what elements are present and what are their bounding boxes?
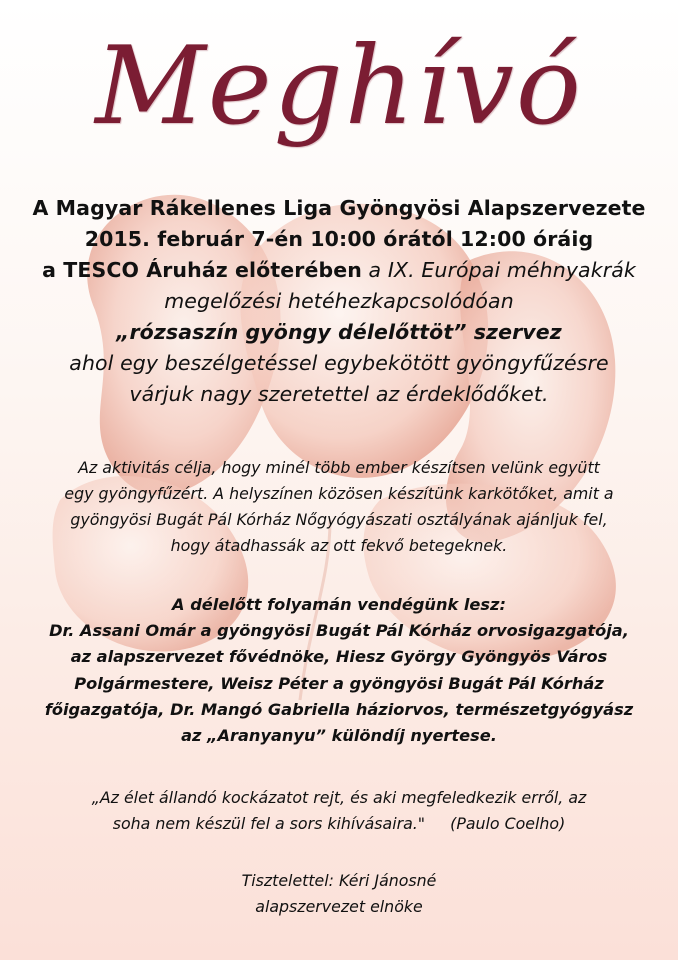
welcome-line: várjuk nagy szeretettel az érdeklődőket. [129,382,549,406]
purpose-line-3: gyöngyösi Bugát Pál Kórház Nőgyógyászati osztályának ajánljuk fel, [70,510,608,529]
location-rest: a IX. Európai méhnyakrák [361,258,636,282]
activity-line: ahol egy beszélgetéssel egybekötött gyöngyfűzésre [69,351,609,375]
guests-line-5: főigazgatója, Dr. Mangó Gabriella háziorvos, természetgyógyász [44,699,634,719]
event-name-line: „rózsaszín gyöngy délelőttöt” szervez [116,320,562,344]
guests-paragraph [0,592,678,749]
guests-line-6: az „Aranyanyu” különdíj nyertese. [181,726,497,746]
guests-line-4: Polgármestere, Weisz Péter a gyöngyösi Bugát Pál Kórház [74,673,604,693]
signature-title: alapszervezet elnöke [255,897,423,916]
signature-name: Tisztelettel: Kéri Jánosné [241,871,437,890]
organizer-line: A Magyar Rákellenes Liga Gyöngyösi Alapszervezete [32,196,646,220]
purpose-line-4: hogy átadhassák az ott fekvő betegeknek. [170,536,508,555]
main-announcement [0,193,678,410]
page-title: Meghívó [95,24,583,149]
quote-line-1: „Az élet állandó kockázatot rejt, és aki megfeledkezik erről, az [91,788,587,807]
quote [0,785,678,837]
guests-heading: A délelőtt folyamán vendégünk lesz: [172,595,506,614]
location-bold: a TESCO Áruház előterében [42,258,362,282]
occasion-line: megelőzési hetéhezkapcsolódóan [164,289,514,313]
purpose-line-2: egy gyöngyfűzért. A helyszínen közösen készítünk karkötőket, amit a [64,484,614,503]
signature [0,868,678,920]
purpose-paragraph [0,455,678,559]
quote-line-2: soha nem készül fel a sors kihívásaira." (Paulo Coelho) [112,814,566,833]
location-line [0,255,678,286]
purpose-line-1: Az aktivitás célja, hogy minél több ember készítsen velünk együtt [78,458,600,477]
guests-line-3: az alapszervezet fővédnöke, Hiesz György Gyöngyös Város [70,647,608,667]
guests-line-2: Dr. Assani Omár a gyöngyösi Bugát Pál Kórház orvosigazgatója, [49,621,629,641]
date-time-line: 2015. február 7-én 10:00 órától 12:00 óráig [84,227,594,251]
